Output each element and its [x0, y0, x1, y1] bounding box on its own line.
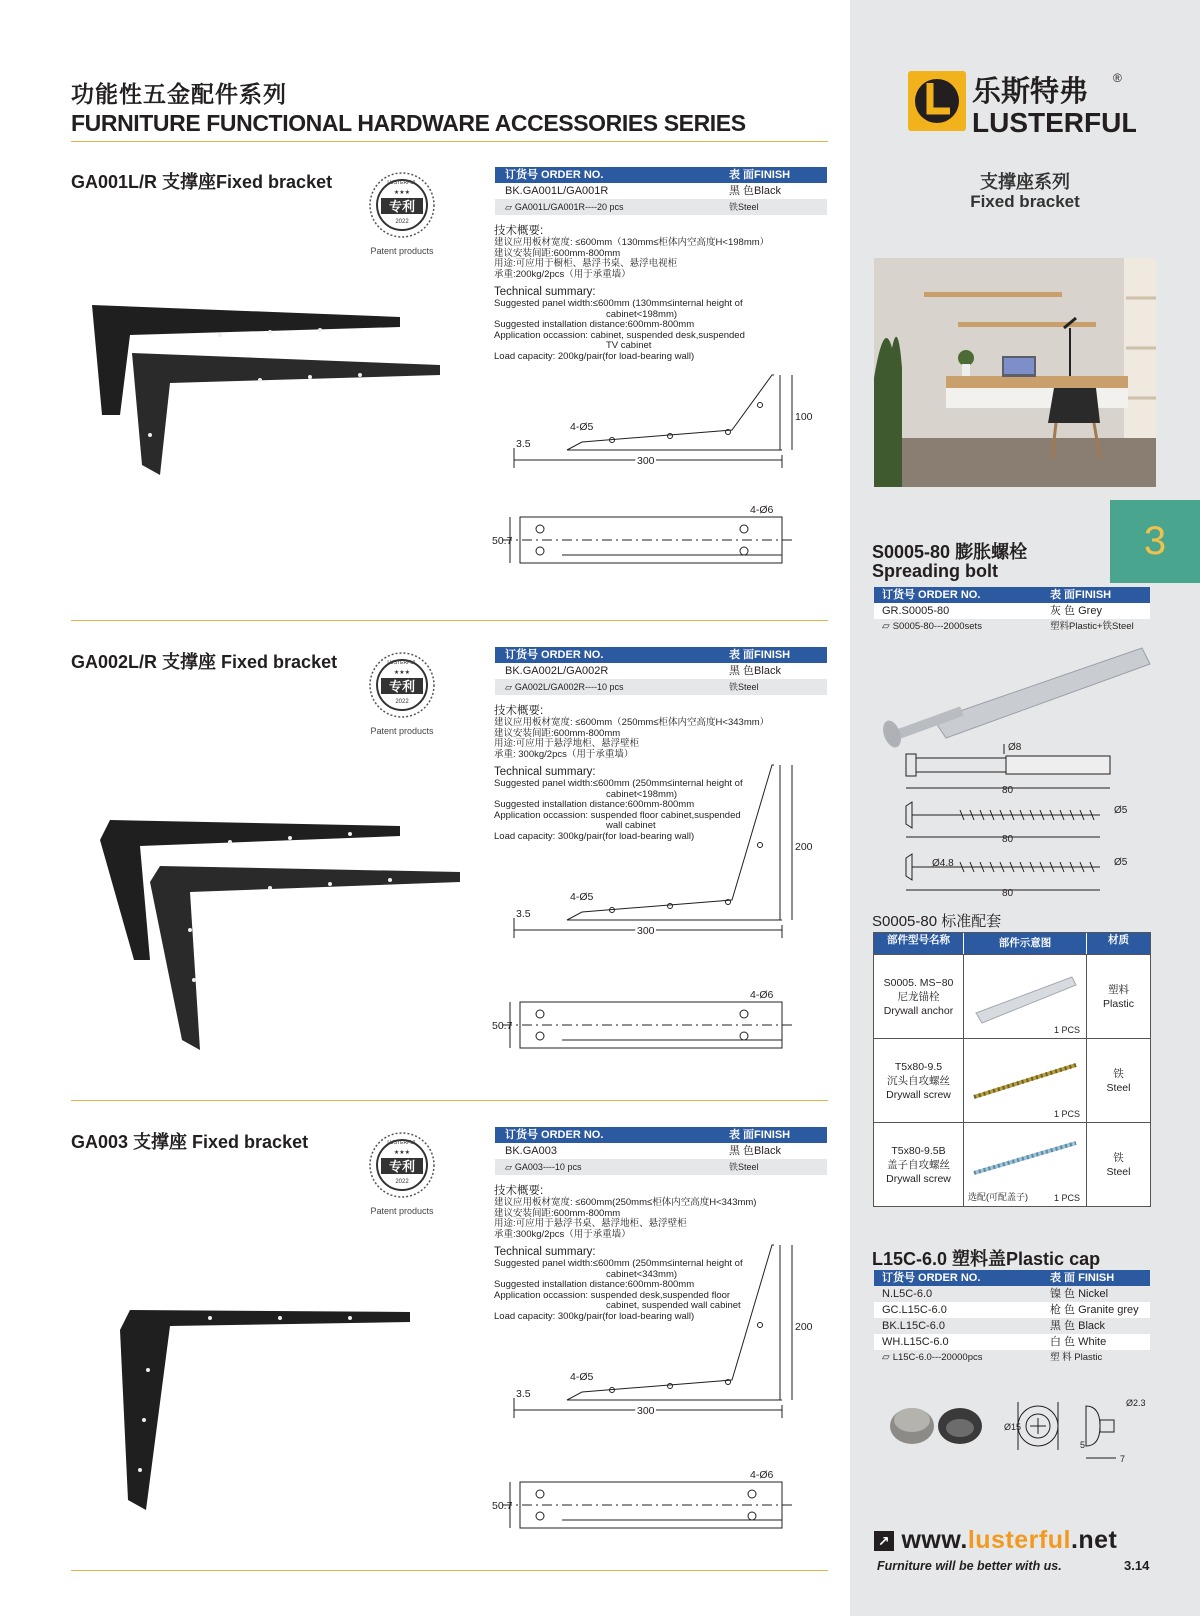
bolt-title-cn: S0005-80 膨胀螺栓	[872, 542, 1028, 562]
order-head: 订货号 ORDER NO.	[505, 649, 604, 661]
order-no: BK.GA003	[505, 1145, 557, 1157]
patent-seal-icon	[367, 650, 437, 720]
svg-text:专利: 专利	[388, 680, 416, 695]
brand-cn: 乐斯特弗	[972, 74, 1089, 108]
pack-material: 铁Steel	[729, 682, 759, 692]
tech-summary: 技术概要: 建议应用板材宽度: ≤600mm（130mm≤柜体内空高度H<198mm） 建议安装间距:600mm-800mm 用途:可应用于橱柜、悬浮书桌、悬浮电视柜 承重:200kg/2pcs（用于承重墙） Technical summary: Suggested panel width:≤600mm (130mm≤internal height of cabinet<198mm) Suggested installation distance:600mm-800mm Application occassion: cabinet, suspended desk,suspended TV cabinet Load capacity: 200kg/pair(for load-bearing wall)	[494, 225, 770, 362]
package-icon: ▱	[882, 621, 890, 632]
svg-text:专利: 专利	[388, 1160, 416, 1175]
bracket-side-drawing	[492, 755, 822, 955]
product-title: GA001L/R 支撑座Fixed bracket	[71, 172, 333, 192]
kit-head-material: 材质	[1108, 934, 1129, 946]
side-view	[492, 755, 822, 960]
order-no: BK.GA001L/GA001R	[505, 185, 609, 197]
patent-badge: LUSTERFUL ★★★ 专利 2022 Patent products	[361, 1130, 443, 1216]
dim-thickness: 3.5	[516, 908, 531, 920]
dim-top-holes: 4-Ø6	[750, 505, 774, 516]
dim-len-2: 80	[1002, 834, 1014, 845]
dim-width: 50.7	[492, 1020, 513, 1032]
bracket-photo	[100, 1300, 430, 1520]
product-photo	[100, 1300, 430, 1525]
dim-top-holes: 4-Ø6	[750, 990, 774, 1001]
page-title-cn: 功能性五金配件系列	[71, 81, 287, 107]
dim-height: 200	[795, 841, 813, 853]
patent-badge: LUSTERFUL ★★★ 专利 2022 Patent products	[361, 170, 443, 256]
dim-height: 200	[795, 1321, 813, 1333]
finish-head: 表 面FINISH	[729, 169, 791, 181]
web-icon: ↗	[874, 1531, 894, 1551]
order-table	[495, 647, 827, 695]
svg-text:专利: 专利	[388, 200, 416, 215]
website[interactable]: ↗ www.lusterful.net	[874, 1526, 1117, 1555]
cap-title: L15C-6.0 塑料盖Plastic cap	[872, 1249, 1101, 1269]
side-view	[492, 1235, 822, 1440]
bracket-photo	[70, 295, 460, 505]
tech-summary: 技术概要: 建议应用板材宽度: ≤600mm（250mm≤柜体内空高度H<343mm） 建议安装间距:600mm-800mm 用途:可应用于悬浮地柜、悬浮壁柜 承重: 300kg/2pcs（用于承重墙） Technical summary: Suggested panel width:≤600mm (250mm≤internal height of cabinet<198mm) Suggested installation distance:600mm-800mm Application occassion: suspended floor cabinet,suspended wall cabinet Load capacity: 300kg/pair(for load-bearing wall)	[494, 705, 770, 842]
patent-badge: LUSTERFUL ★★★ 专利 2022 Patent products	[361, 650, 443, 736]
side-view	[492, 365, 822, 490]
order-no: BK.GA002L/GA002R	[505, 665, 609, 677]
kit-row: S0005. MS−80 尼龙锚栓 Drywall anchor 1 PCS 塑料 Plastic	[874, 954, 1150, 1038]
dim-length: 300	[637, 925, 655, 937]
bolt-dimension-drawing	[900, 740, 1140, 905]
bracket-top-drawing	[492, 990, 822, 1060]
svg-text:2022: 2022	[395, 219, 409, 225]
dim-thickness: 3.5	[516, 1388, 531, 1400]
section-tab-number: 3	[1110, 500, 1200, 583]
package-icon: ▱	[882, 1352, 890, 1363]
dim-width: 50.7	[492, 1500, 513, 1512]
side-title-en: Fixed bracket	[970, 192, 1080, 211]
package-icon: ▱	[505, 682, 512, 692]
dim-d5-b: Ø5	[1114, 857, 1128, 868]
bracket-top-drawing	[492, 505, 822, 575]
svg-text:LUSTERFUL: LUSTERFUL	[387, 180, 417, 186]
bolt-finish: 灰 色 Grey	[1050, 605, 1102, 617]
kit-table	[873, 932, 1151, 1207]
pack-qty: GA001L/GA001R----20 pcs	[514, 202, 624, 212]
order-head: 订货号 ORDER NO.	[505, 1129, 604, 1141]
bracket-side-drawing	[492, 365, 822, 485]
pack-material: 铁Steel	[729, 202, 759, 212]
svg-text:LUSTERFUL: LUSTERFUL	[387, 660, 417, 666]
kit-row: T5x80-9.5B 盖子自攻螺丝 Drywall screw 选配(可配盖子) 1 PCS 铁 Steel	[874, 1122, 1150, 1206]
bolt-order-no: GR.S0005-80	[882, 605, 950, 617]
product-title: GA003 支撑座 Fixed bracket	[71, 1132, 309, 1152]
bracket-photo	[70, 810, 460, 1070]
product-title: GA002L/R 支撑座 Fixed bracket	[71, 652, 338, 672]
patent-seal-icon	[367, 170, 437, 240]
top-view	[492, 505, 822, 580]
product-photo	[70, 810, 460, 1075]
finish-head: 表 面FINISH	[729, 649, 791, 661]
product-photo	[70, 295, 460, 510]
brand-logo	[906, 67, 1136, 144]
kit-row: T5x80-9.5 沉头自攻螺丝 Drywall screw 1 PCS 铁 Steel	[874, 1038, 1150, 1122]
slogan: Furniture will be better with us.	[877, 1559, 1062, 1573]
dim-holes: 4-Ø5	[570, 891, 594, 903]
top-view	[492, 990, 822, 1065]
dim-length: 300	[637, 455, 655, 467]
room-photo	[874, 258, 1156, 492]
dim-len-1: 80	[1002, 785, 1014, 796]
dim-holes: 4-Ø5	[570, 1371, 594, 1383]
dim-d5-a: Ø5	[1114, 805, 1128, 816]
bolt-head-finish: 表 面FINISH	[1050, 589, 1112, 601]
svg-text:LUSTERFUL: LUSTERFUL	[387, 1140, 417, 1146]
section-divider	[71, 620, 828, 621]
title-divider	[71, 141, 828, 142]
order-table	[495, 1127, 827, 1175]
svg-text:2022: 2022	[395, 699, 409, 705]
bolt-title-en: Spreading bolt	[872, 561, 998, 581]
side-title-cn: 支撑座系列	[980, 172, 1070, 192]
brand-en: LUSTERFUL	[972, 107, 1136, 138]
cap-order-table: 订货号 ORDER NO. 表 面 FINISH N.L5C-6.0 镍 色 Nickel GC.L15C-6.0 枪 色 Granite grey BK.L15C-6.0 黑 色 Black WH.L15C-6.0 白 色 White ▱ L15C-6.0---20000pcs 塑 料 Plastic	[874, 1270, 1150, 1366]
bracket-top-drawing	[492, 1470, 822, 1540]
dim-height: 100	[795, 411, 813, 423]
pack-qty: GA003----10 pcs	[514, 1162, 582, 1172]
svg-text:2022: 2022	[395, 1179, 409, 1185]
finish: 黑 色Black	[729, 665, 781, 677]
cap-drawing	[890, 1390, 1160, 1475]
bolt-pack: ▱ S0005-80---2000sets	[874, 619, 1050, 635]
dim-d15: Ø15	[1004, 1422, 1022, 1432]
dim-top-holes: 4-Ø6	[750, 1470, 774, 1481]
registered-mark: ®	[1113, 71, 1122, 85]
kit-head-name: 部件型号名称	[874, 933, 964, 954]
dim-d8: Ø8	[1008, 742, 1022, 753]
bolt-pack-material: 塑料Plastic+铁Steel	[1050, 621, 1134, 632]
order-head: 订货号 ORDER NO.	[505, 169, 604, 181]
page-title-en: FURNITURE FUNCTIONAL HARDWARE ACCESSORIES SERIES	[71, 110, 746, 136]
bolt-order-table	[874, 587, 1150, 635]
kit-title: S0005-80 标准配套	[872, 913, 1002, 930]
order-table	[495, 167, 827, 215]
dim-d23: Ø2.3	[1126, 1398, 1146, 1408]
dim-holes: 4-Ø5	[570, 421, 594, 433]
top-view	[492, 1470, 822, 1545]
dim-d48: Ø4.8	[932, 858, 954, 869]
finish-head: 表 面FINISH	[729, 1129, 791, 1141]
finish: 黑 色Black	[729, 185, 781, 197]
pack-material: 铁Steel	[729, 1162, 759, 1172]
bolt-photo	[874, 640, 1154, 755]
kit-head-image: 部件示意图	[964, 933, 1087, 954]
package-icon: ▱	[505, 1162, 512, 1172]
svg-text:★★★: ★★★	[393, 1150, 411, 1156]
dim-length: 300	[637, 1405, 655, 1417]
page-number: 3.14	[1124, 1558, 1150, 1573]
svg-text:★★★: ★★★	[393, 190, 411, 196]
patent-seal-icon	[367, 1130, 437, 1200]
bolt-head-order: 订货号 ORDER NO.	[882, 589, 981, 601]
dim-five: 5	[1080, 1440, 1086, 1450]
finish: 黑 色Black	[729, 1145, 781, 1157]
dim-width: 50.7	[492, 535, 513, 547]
tech-summary: 技术概要: 建议应用板材宽度: ≤600mm(250mm≤柜体内空高度H<343mm) 建议安装间距:600mm-800mm 用途:可应用于悬浮书桌、悬浮地柜、悬浮壁柜 承重:300kg/2pcs（用于承重墙） Technical summary: Suggested panel width:≤600mm (250mm≤internal height of cabinet<343mm) Suggested installation distance:600mm-800mm Application occassion: suspended desk,suspended floor cabinet, suspended wall cabinet Load capacity: 300kg/pair(for load-bearing wall)	[494, 1185, 757, 1322]
pack-qty: GA002L/GA002R----10 pcs	[514, 682, 624, 692]
dim-len-3: 80	[1002, 888, 1014, 899]
section-divider	[71, 1570, 828, 1571]
dim-seven: 7	[1120, 1454, 1126, 1464]
svg-text:★★★: ★★★	[393, 670, 411, 676]
package-icon: ▱	[505, 202, 512, 212]
dim-thickness: 3.5	[516, 438, 531, 450]
bracket-side-drawing	[492, 1235, 822, 1435]
section-divider	[71, 1100, 828, 1101]
